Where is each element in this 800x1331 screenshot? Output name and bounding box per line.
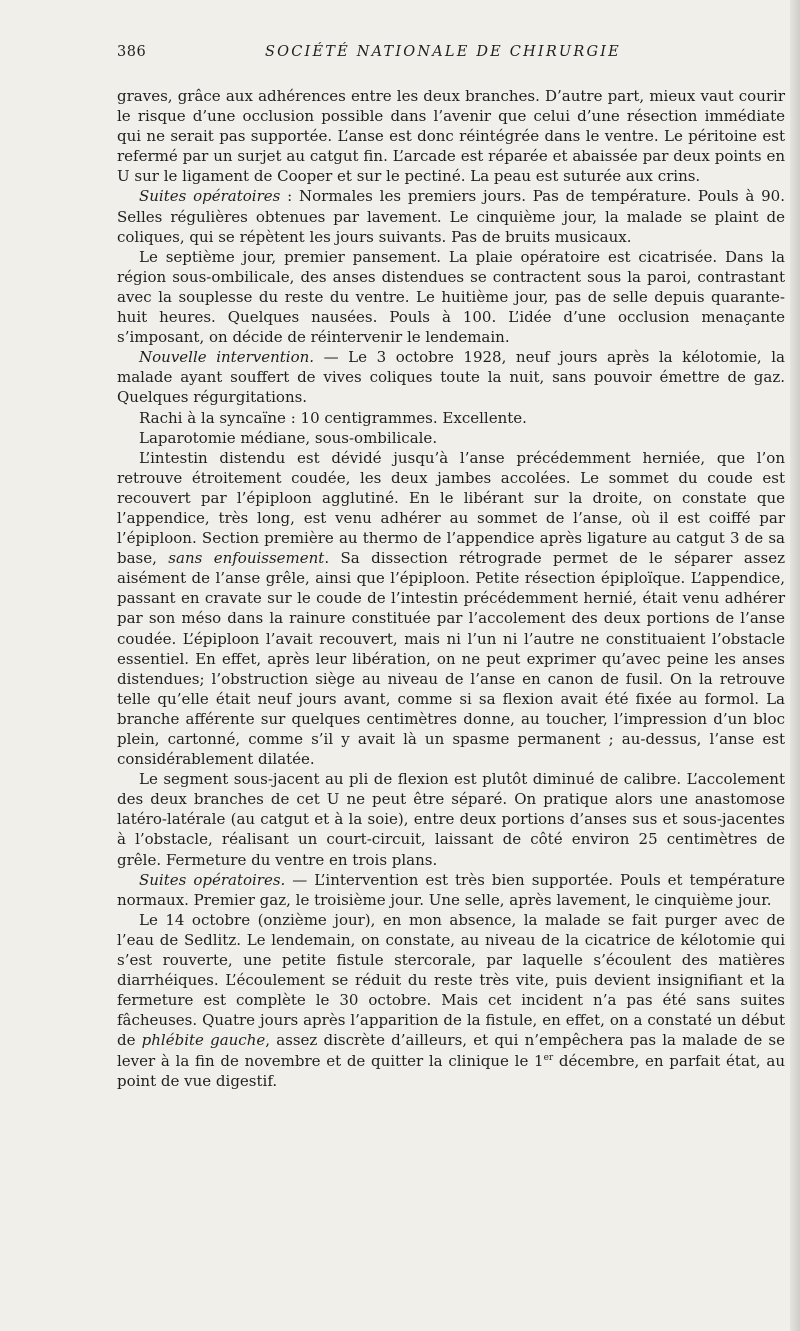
paragraph-8: Le segment sous-jacent au pli de flexion est plutôt diminué de calibre. L’accolement des deux branches de cet U ne peut être séparé. On pratique alors une anastomose latéro-latérale (au catgut et à la soie), entre deux portions d’anses sus et sous-jacentes à l’obstacle, réalisant un court-circuit, laissant de côté environ 25 centimètres de grêle. Fermeture du ventre en trois plans. xyxy=(117,770,785,869)
running-title: SOCIÉTÉ NATIONALE DE CHIRURGIE xyxy=(265,44,621,60)
emphasis: phlébite gauche xyxy=(141,1031,266,1050)
section-label: Suites opératoires xyxy=(139,187,281,206)
paragraph-7: L’intestin distendu est dévidé jusqu’à l’anse précédemment herniée, que l’on retrouve étroitement coudée, les deux jambes accolées. Le sommet du coude est recouvert par l’épiploon agglutiné. En le libérant sur la droite, on constate que l’appendice, très long, est venu adhérer au sommet de l’anse, où il est coiffé par l’épiploon. Section première au thermo de l’appendice après ligature au catgut 3 de sa base, sans enfouissement. Sa dissection rétrograde permet de le séparer assez aisément de l’anse grêle, ainsi que l’épiploon. Petite résection épiploïque. L’appendice, passant en cravate sur le coude de l’intestin précédemment hernié, était venu adhérer par son méso dans la rainure constituée par l’accolement des deux portions de l’anse coudée. L’épiploon l’avait recouvert, mais ni l’un ni l’autre ne constituaient l’obstacle essentiel. En effet, après leur libération, on ne peut exprimer qu’avec peine les anses distendues; l’obstruction siège au niveau de l’anse en canon de fusil. On la retrouve telle qu’elle était neuf jours avant, comme si sa flexion avait été fixée au formol. La branche afférente sur quelques centimètres donne, au toucher, l’impression d’un bloc plein, cartonné, comme s’il y avait là un spasme permanent ; au-dessus, l’anse est considérablement dilatée. xyxy=(117,448,785,769)
superscript: er xyxy=(543,1052,554,1063)
paragraph-4: Nouvelle intervention. — Le 3 octobre 1928, neuf jours après la kélotomie, la malade ayant souffert de vives coliques toute la nuit, sans pouvoir émettre de gaz. Quelques régurgitations. xyxy=(117,348,785,407)
paragraph-1: graves, grâce aux adhérences entre les deux branches. D’autre part, mieux vaut courir le risque d’une occlusion possible dans l’avenir que celui d’une résection immédiate qui ne serait pas supportée. L’anse est donc réintégrée dans le ventre. Le péritoine est refermé par un surjet au catgut fin. L’arcade est réparée et abaissée par deux points en U sur le ligament de Cooper et sur le pectiné. La peau est suturée aux crins. xyxy=(117,87,785,186)
page-edge xyxy=(790,0,800,1331)
emphasis: sans enfouissement xyxy=(168,549,325,568)
paragraph-9: Suites opératoires. — L’intervention est très bien supportée. Pouls et température normaux. Premier gaz, le troisième jour. Une selle, après lavement, le cinquième jour. xyxy=(117,870,785,909)
paragraph-6: Laparotomie médiane, sous-ombilicale. xyxy=(139,428,438,447)
paragraph-3: Le septième jour, premier pansement. La plaie opératoire est cicatrisée. Dans la région sous-ombilicale, des anses distendues se contractent sous la paroi, contrastant avec la souplesse du reste du ventre. Le huitième jour, pas de selle depuis quarante-huit heures. Quelques nausées. Pouls à 100. L’idée d’une occlusion menaçante s’imposant, on décide de réintervenir le lendemain. xyxy=(117,247,785,347)
paragraph-10: Le 14 octobre (onzième jour), en mon absence, la malade se fait purger avec de l’eau de Sedlitz. Le lendemain, on constate, au niveau de la cicatrice de kélotomie qui s’est rouverte, une petite fistule stercorale, par laquelle s’écoulent des matières diarrhéiques. L’écoulement se réduit du reste très vite, puis devient insignifiant et la fermeture est complète le 30 octobre. Mais cet incident n’a pas été sans suites fâcheuses. Quatre jours après l’apparition de la fistule, en effet, on a constaté un début de phlébite gauche, assez discrète d’ailleurs, et qui n’empêchera pas la malade de se lever à la fin de novembre et de quitter la clinique le 1er décembre, en parfait état, au point de vue digestif. xyxy=(117,910,785,1090)
section-label: Suites opératoires. xyxy=(139,870,286,889)
page-number: 386 xyxy=(117,44,147,60)
page-header xyxy=(117,44,785,66)
paragraph-2: Suites opératoires : Normales les premiers jours. Pas de température. Pouls à 90. Selles régulières obtenues par lavement. Le cinquième jour, la malade se plaint de coliques, qui se répètent les jours suivants. Pas de bruits musicaux. xyxy=(117,187,785,246)
body-text xyxy=(117,86,785,1091)
section-label: Nouvelle intervention. xyxy=(139,348,315,367)
paragraph-5: Rachi à la syncaïne : 10 centigrammes. Excellente. xyxy=(139,408,527,427)
